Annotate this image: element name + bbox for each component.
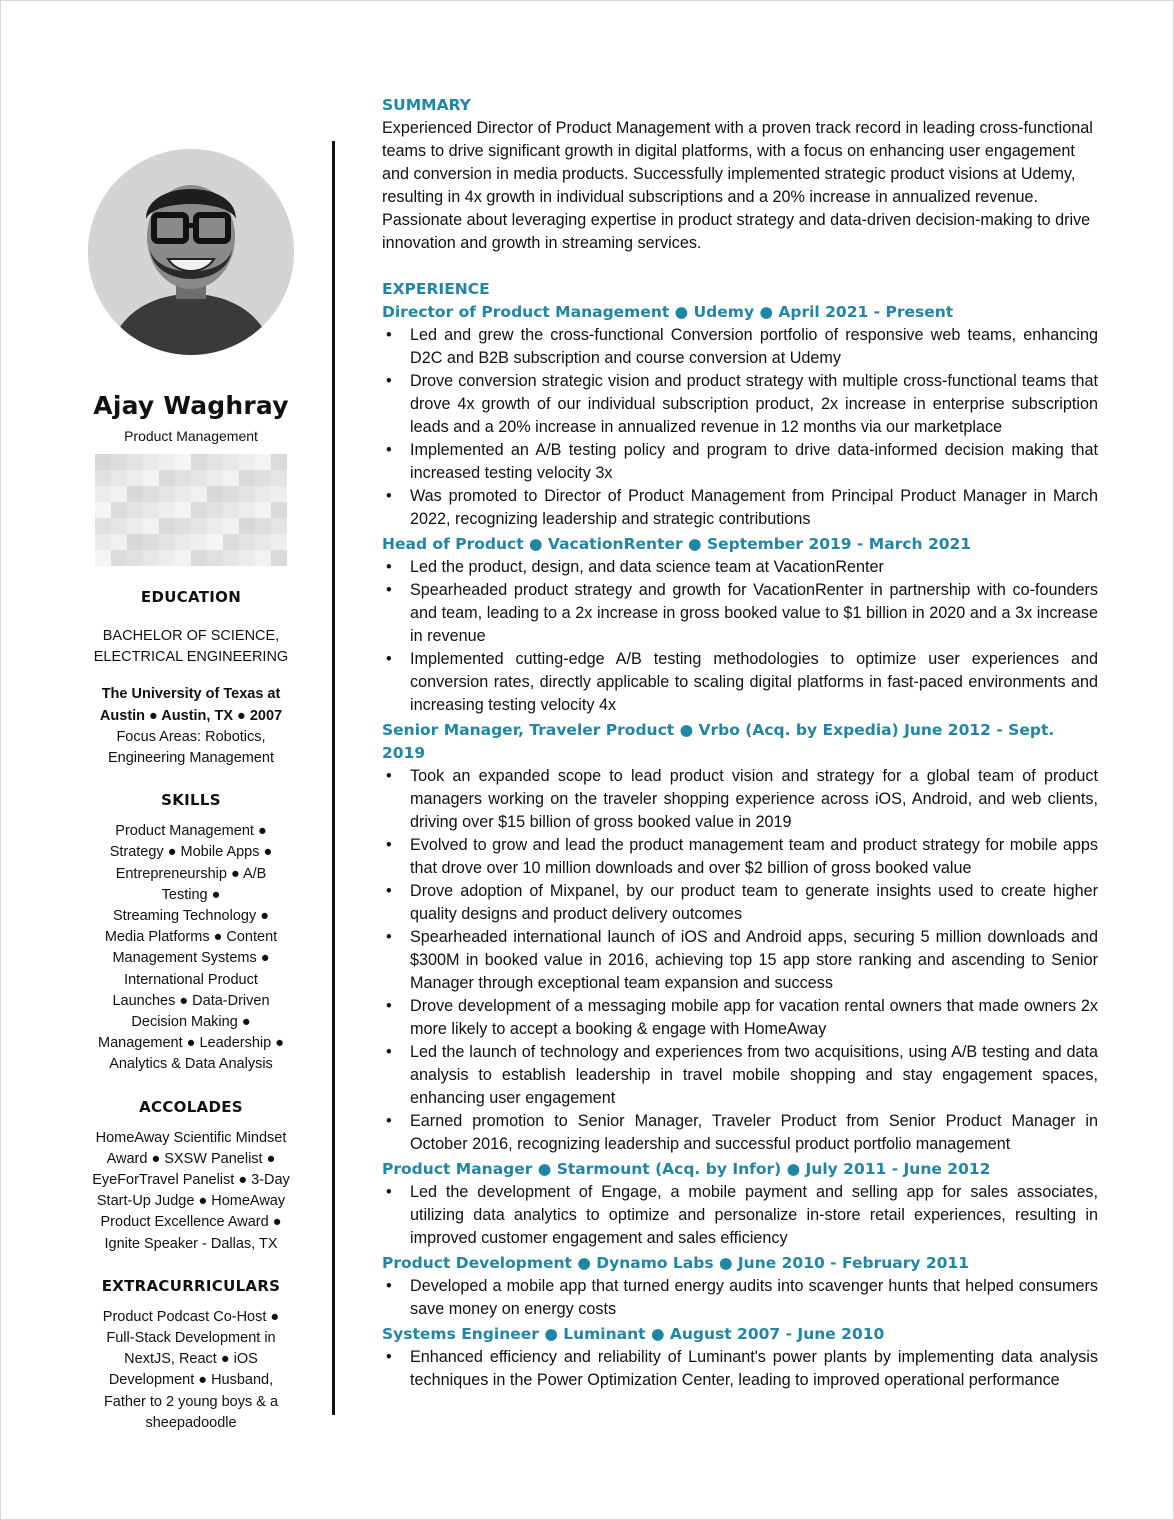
list-item: • Drove adoption of Mixpanel, by our product team to generate insights used to create higher quality designs and product delivery outcomes	[382, 880, 1098, 926]
list-item: • Developed a mobile app that turned energy audits into scavenger hunts that helped consumers save money on energy costs	[382, 1275, 1098, 1321]
education-school: The University of Texas at Austin ● Austin, TX ● 2007 Focus Areas: Robotics, Engineering Management	[99, 686, 283, 767]
list-item: • Spearheaded product strategy and growth for VacationRenter in partnership with co-founders and team, leading to a 2x increase in gross booked value to $1 billion in 2020 and a 3x increase in revenue	[382, 579, 1098, 648]
skills-line: Launches ● Data-Driven	[112, 992, 270, 1009]
accolades-line: Product Excellence Award ●	[100, 1214, 282, 1231]
summary-text: Experienced Director of Product Management with a proven track record in leading cross-functional teams to drive significant growth in digital platforms, with a focus on enhancing user engagement and conversion in media products. Successfully implemented strategic product visions at Udemy, resulting in 4x growth in individual subscriptions and a 20% increase in annualized revenue. Passionate about leveraging expertise in product strategy and data-driven decision-making to drive innovation and growth in streaming services.	[382, 119, 1093, 252]
skills-line: Product Management ●	[115, 823, 267, 840]
job-title: Product Development ● Dynamo Labs ● June 2010 - February 2011	[382, 1254, 969, 1272]
extracurriculars-line: sheepadoodle	[145, 1414, 237, 1431]
education-degree: BACHELOR OF SCIENCE, ELECTRICAL ENGINEERING	[93, 628, 289, 666]
list-item: • Led the launch of technology and experiences from two acquisitions, using A/B testing and data analysis to establish leadership in travel mobile shopping and stay engagement spaces, enhancing user engagement	[382, 1041, 1098, 1110]
job-bullets	[382, 324, 1098, 531]
skills-line: Management ● Leadership ●	[98, 1035, 284, 1052]
list-item: • Took an expanded scope to lead product vision and strategy for a global team of product managers working on the traveler shopping experience across iOS, Android, and web clients, driving over $15 billion of gross booked value in 2019	[382, 765, 1098, 834]
profile-photo-icon	[88, 149, 294, 355]
job-bullets	[382, 556, 1098, 717]
extracurriculars-list	[81, 1307, 301, 1434]
sidebar	[81, 149, 301, 1434]
extracurriculars-line: Product Podcast Co-Host ●	[102, 1308, 280, 1325]
list-item: • Drove conversion strategic vision and product strategy with multiple cross-functional teams that drove 4x growth of our individual subscription product, 2x increase in enterprise subscription leads and a 20% increase in annualized revenue in 12 months via our marketplace	[382, 370, 1098, 439]
accolades-list	[81, 1128, 301, 1255]
skills-line: Streaming Technology ●	[113, 908, 269, 925]
accolades-line: Award ● SXSW Panelist ●	[106, 1150, 276, 1167]
skills-heading: SKILLS	[161, 791, 221, 810]
vertical-divider	[332, 141, 335, 1415]
list-item: • Earned promotion to Senior Manager, Traveler Product from Senior Product Manager in October 2016, recognizing leadership and successful product portfolio management	[382, 1110, 1098, 1156]
list-item: • Spearheaded international launch of iOS and Android apps, securing 5 million downloads and $300M in booked value in 2016, achieving top 15 app store ranking and ascending to Senior Manager through exceptional team expansion and success	[382, 926, 1098, 995]
skills-line: Strategy ● Mobile Apps ●	[109, 844, 273, 861]
list-item: • Implemented an A/B testing policy and program to drive data-informed decision making that increased testing velocity 3x	[382, 439, 1098, 485]
list-item: • Led the product, design, and data science team at VacationRenter	[382, 556, 1098, 579]
job-title: Systems Engineer ● Luminant ● August 2007 - June 2010	[382, 1325, 885, 1343]
job-title: Senior Manager, Traveler Product ● Vrbo (Acq. by Expedia) June 2012 - Sept. 2019	[382, 721, 1055, 762]
job-bullets	[382, 1275, 1098, 1321]
accolades-heading: ACCOLADES	[139, 1097, 243, 1116]
person-title: Product Management	[124, 428, 258, 444]
job-title: Product Manager ● Starmount (Acq. by Infor) ● July 2011 - June 2012	[382, 1160, 991, 1178]
list-item: • Implemented cutting-edge A/B testing methodologies to optimize user experiences and conversion rates, directly applicable to scaling digital platforms in fast-paced environments and increasing testing velocity 4x	[382, 648, 1098, 717]
accolades-line: EyeForTravel Panelist ● 3-Day	[92, 1172, 290, 1189]
job-bullets	[382, 1346, 1098, 1392]
job-bullets	[382, 765, 1098, 1156]
skills-line: Decision Making ●	[131, 1014, 251, 1031]
list-item: • Enhanced efficiency and reliability of Luminant's power plants by implementing data analysis techniques in the Power Optimization Center, leading to improved operational performance	[382, 1346, 1098, 1392]
list-item: • Was promoted to Director of Product Management from Principal Product Manager in March 2022, recognizing leadership and strategic contributions	[382, 485, 1098, 531]
main-content	[382, 95, 1098, 1392]
avatar	[88, 149, 294, 355]
accolades-line: HomeAway Scientific Mindset	[95, 1129, 287, 1146]
list-item: • Led and grew the cross-functional Conversion portfolio of responsive web teams, enhancing D2C and B2B subscription and course conversion at Udemy	[382, 324, 1098, 370]
person-name: Ajay Waghray	[93, 391, 289, 420]
redacted-contact-block	[95, 454, 287, 566]
job-title: Director of Product Management ● Udemy ● April 2021 - Present	[382, 303, 954, 321]
skills-line: Management Systems ●	[112, 950, 270, 967]
accolades-line: Start-Up Judge ● HomeAway	[96, 1193, 286, 1210]
job-title: Head of Product ● VacationRenter ● September 2019 - March 2021	[382, 535, 972, 553]
list-item: • Led the development of Engage, a mobile payment and selling app for sales associates, utilizing data analytics to optimize and personalize in-store retail experiences, resulting in improved customer engagement and sales efficiency	[382, 1181, 1098, 1250]
skills-line: Analytics & Data Analysis	[109, 1056, 273, 1073]
job-bullets	[382, 1181, 1098, 1250]
extracurriculars-line: Father to 2 young boys & a	[103, 1393, 279, 1410]
skills-list	[81, 821, 301, 1075]
education-heading: EDUCATION	[140, 588, 242, 606]
list-item: • Drove development of a messaging mobile app for vacation rental owners that made owners 2x more likely to accept a booking & engage with HomeAway	[382, 995, 1098, 1041]
skills-line: Media Platforms ● Content	[104, 929, 278, 946]
skills-line: Testing ●	[161, 886, 221, 903]
extracurriculars-heading: EXTRACURRICULARS	[101, 1276, 281, 1295]
experience-heading: EXPERIENCE	[382, 280, 490, 298]
skills-line: International Product	[124, 971, 258, 988]
extracurriculars-line: NextJS, React ● iOS	[124, 1351, 258, 1368]
skills-line: Entrepreneurship ● A/B	[115, 865, 267, 882]
list-item: • Evolved to grow and lead the product management team and product strategy for mobile apps that drove over 10 million downloads and over $2 billion of gross booked value	[382, 834, 1098, 880]
extracurriculars-line: Full-Stack Development in	[106, 1330, 276, 1347]
summary-heading: SUMMARY	[382, 96, 471, 114]
experience-list	[382, 301, 1098, 1392]
extracurriculars-line: Development ● Husband,	[108, 1372, 274, 1389]
accolades-line: Ignite Speaker - Dallas, TX	[104, 1235, 278, 1252]
